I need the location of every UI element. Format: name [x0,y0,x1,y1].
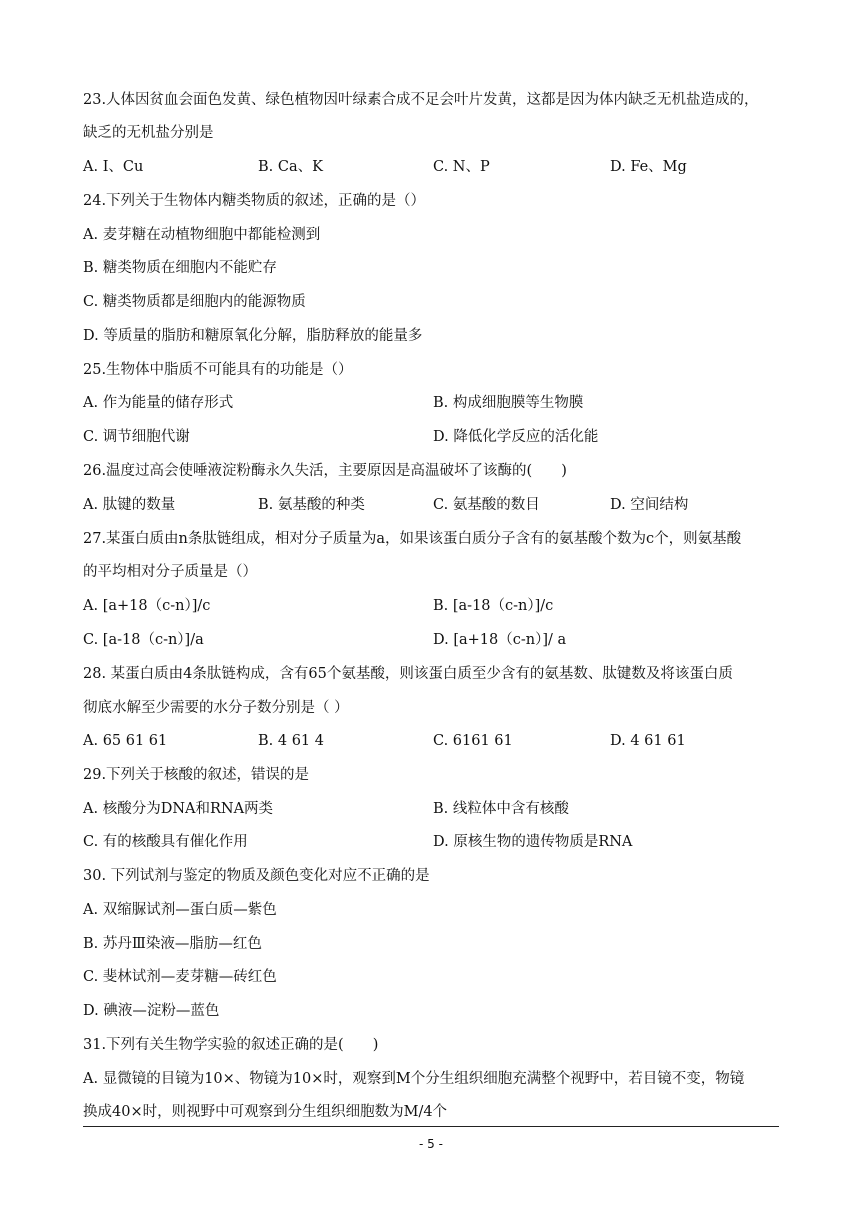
question-30-stem: 30. 下列试剂与鉴定的物质及颜色变化对应不正确的是 [83,868,430,884]
question-23-option-d: D. Fe、Mg [610,159,687,175]
question-30-option-b: B. 苏丹Ⅲ染液—脂肪—红色 [83,936,262,952]
question-26-option-a: A. 肽键的数量 [83,497,176,513]
question-28-option-b: B. 4 61 4 [258,733,324,749]
question-30-option-d: D. 碘液—淀粉—蓝色 [83,1003,220,1019]
question-27-option-b: B. [a-18（c-n）]/c [433,598,554,614]
question-28-stem-cont: 彻底水解至少需要的水分子数分别是（ ） [83,700,349,716]
question-24-stem: 24.下列关于生物体内糖类物质的叙述，正确的是（） [83,193,426,209]
question-26-option-c: C. 氨基酸的数目 [433,497,540,513]
question-28-option-d: D. 4 61 61 [610,733,686,749]
question-24-option-a: A. 麦芽糖在动植物细胞中都能检测到 [83,227,321,243]
question-28-option-c: C. 6161 61 [433,733,513,749]
question-29-option-b: B. 线粒体中含有核酸 [433,801,569,817]
question-25-option-b: B. 构成细胞膜等生物膜 [433,395,584,411]
question-27-option-a: A. [a+18（c-n）]/c [83,598,211,614]
question-24-option-d: D. 等质量的脂肪和糖原氧化分解，脂肪释放的能量多 [83,328,423,344]
question-29-option-a: A. 核酸分为DNA和RNA两类 [83,801,274,817]
question-25-option-d: D. 降低化学反应的活化能 [433,429,599,445]
question-30-option-a: A. 双缩脲试剂—蛋白质—紫色 [83,902,277,918]
question-25-stem: 25.生物体中脂质不可能具有的功能是（） [83,362,353,378]
question-31-stem: 31.下列有关生物学实验的叙述正确的是( ) [83,1037,379,1053]
question-28-stem: 28. 某蛋白质由4条肽链构成，含有65个氨基酸，则该蛋白质至少含有的氨基数、肽键数及将该蛋白质 [83,666,733,682]
question-27-stem-cont: 的平均相对分子质量是（） [83,564,257,580]
question-29-option-d: D. 原核生物的遗传物质是RNA [433,834,633,850]
question-27-option-c: C. [a-18（c-n）]/a [83,632,204,648]
question-23-option-c: C. N、P [433,159,490,175]
question-23-option-b: B. Ca、K [258,159,323,175]
question-29-stem: 29.下列关于核酸的叙述，错误的是 [83,767,310,783]
question-31-option-a-cont: 换成40×时，则视野中可观察到分生组织细胞数为M/4个 [83,1104,448,1120]
question-31-option-a: A. 显微镜的目镜为10×、物镜为10×时，观察到M个分生组织细胞充满整个视野中，若目镜不变，物镜 [83,1071,745,1087]
question-26-stem: 26.温度过高会使唾液淀粉酶永久失活，主要原因是高温破坏了该酶的( ) [83,463,567,479]
question-29-option-c: C. 有的核酸具有催化作用 [83,834,248,850]
question-28-option-a: A. 65 61 61 [83,733,168,749]
question-23-stem: 23.人体因贫血会面色发黄、绿色植物因叶绿素合成不足会叶片发黄，这都是因为体内缺乏无机盐造成的， [83,92,759,108]
question-25-option-c: C. 调节细胞代谢 [83,429,190,445]
question-26-option-d: D. 空间结构 [610,497,689,513]
question-27-stem: 27.某蛋白质由n条肽链组成，相对分子质量为a，如果该蛋白质分子含有的氨基酸个数为c个，则氨基酸 [83,531,742,547]
question-24-option-b: B. 糖类物质在细胞内不能贮存 [83,260,277,276]
question-27-option-d: D. [a+18（c-n）]/ a [433,632,567,648]
footer-divider [83,1126,779,1127]
document-page [83,0,779,1216]
question-23-option-a: A. I、Cu [83,159,144,175]
page-number: - 5 - [419,1137,443,1151]
question-25-option-a: A. 作为能量的储存形式 [83,395,234,411]
question-23-stem-cont: 缺乏的无机盐分别是 [83,125,214,141]
question-26-option-b: B. 氨基酸的种类 [258,497,365,513]
question-24-option-c: C. 糖类物质都是细胞内的能源物质 [83,294,306,310]
question-30-option-c: C. 斐林试剂—麦芽糖—砖红色 [83,969,277,985]
